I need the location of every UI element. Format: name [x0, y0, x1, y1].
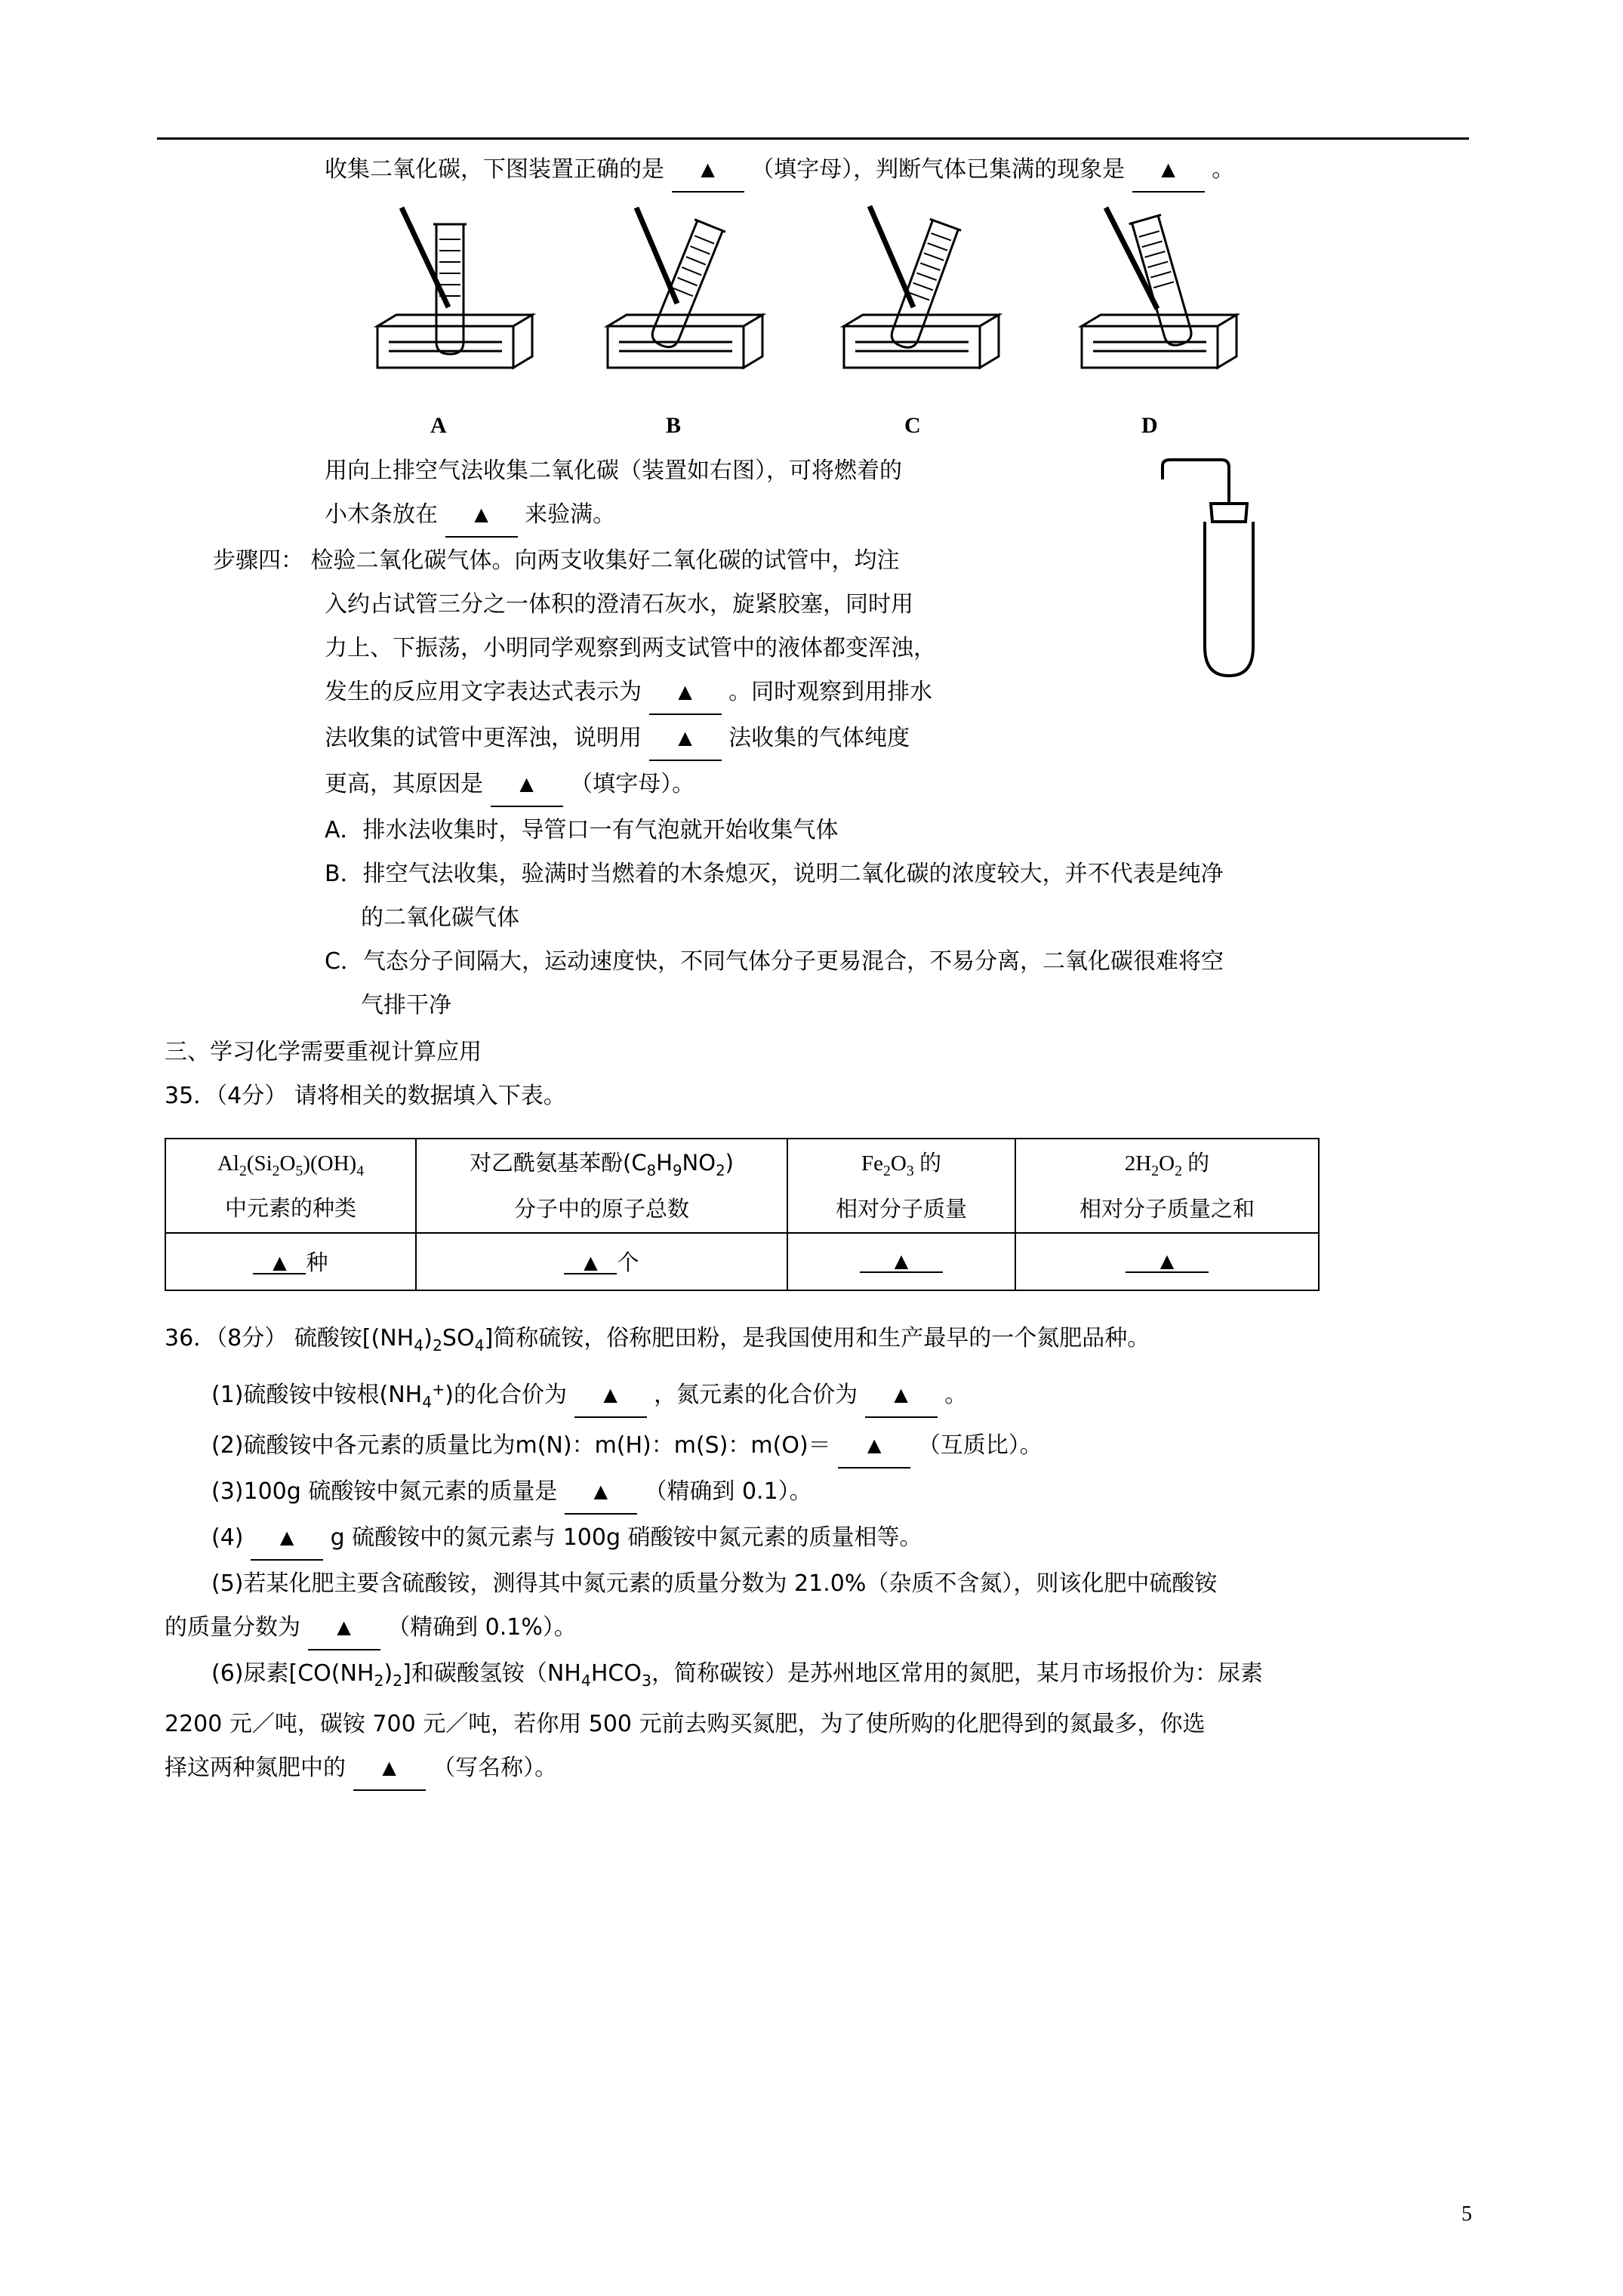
table-cell-answer-1[interactable]: ▲ 种 [165, 1233, 416, 1290]
table-cell-header-3-line2: 相对分子质量 [835, 1195, 967, 1222]
page-content [0, 148, 1623, 1792]
q35-text: 请将相关的数据填入下表。 [294, 1083, 566, 1109]
q34-blank-4[interactable]: ▲ [649, 670, 722, 715]
q34-blank-5[interactable]: ▲ [649, 716, 722, 761]
q34-step4-text-5b: 法收集的气体纯度 [728, 725, 910, 751]
q34-line3-text-a: 小木条放在 [325, 501, 438, 528]
q34-option-b: B．排空气法收集，验满时当燃着的木条熄灭，说明二氧化碳的浓度较大，并不代表是纯净 [325, 861, 1224, 887]
q36-item5-text-c: （精确到 0.1%）。 [387, 1614, 577, 1641]
q34-line3-text-b: 来验满。 [525, 501, 616, 528]
q36-item1-text-c: 。 [944, 1382, 968, 1409]
q36-item-2 [211, 1424, 1623, 1470]
q34-step4-text-6b: （填字母）。 [570, 771, 695, 797]
q36-item3-text-a: (3)100g 硫酸铵中氮元素的质量是 [211, 1478, 558, 1505]
q34-step4-text-6a: 更高，其原因是 [325, 771, 483, 797]
apparatus-label-d: D [1141, 413, 1158, 438]
q34-line1-text-b: （填字母），判断气体已集满的现象是 [751, 156, 1126, 183]
q34-step4-text-5a: 法收集的试管中更浑浊，说明用 [325, 725, 642, 751]
q36-item2-text-a: (2)硫酸铵中各元素的质量比为m(N)：m(H)：m(S)：m(O)＝ [211, 1432, 831, 1459]
q36-stem-text: 硫酸铵$[(NH_4)_2SO_4]$简称硫铵，俗称肥田粉，是我国使用和生产最早的一个氮肥品种。 [294, 1324, 1150, 1355]
q34-line3 [325, 493, 1623, 539]
test-tube-icon [1132, 449, 1329, 698]
apparatus-b-icon [593, 194, 781, 383]
q36-item5-text-b: 的质量分数为 [165, 1614, 300, 1641]
q36-item-6-cont1: 2200 元／吨，碳铵 700 元／吨，若你用 500 元前去购买氮肥，为了使所购的化肥得到的氮最多，你选 [165, 1711, 1206, 1738]
apparatus-c-icon [830, 194, 1019, 383]
q35-stem [165, 1074, 1623, 1118]
q35-number: 35．（4分） [165, 1083, 288, 1109]
apparatus-label-c: C [904, 413, 921, 438]
q34-step4-text-4b: 。同时观察到用排水 [728, 679, 933, 705]
q36-item-5: (5)若某化肥主要含硫酸铵，测得其中氮元素的质量分数为 21.0%（杂质不含氮），则该化肥中硫酸铵 [211, 1570, 1218, 1598]
q34-line2: 用向上排空气法收集二氧化碳（装置如右图），可将燃着的 [325, 458, 902, 484]
apparatus-figure-row [325, 194, 1306, 413]
q36-blank-3[interactable]: ▲ [565, 1469, 637, 1515]
q36-stem [165, 1317, 1623, 1367]
q36-blank-5[interactable]: ▲ [308, 1605, 380, 1650]
q36-item4-text-b: g 硫酸铵中的氮元素与 100g 硝酸铵中氮元素的质量相等。 [330, 1524, 922, 1552]
table-row-answers [165, 1233, 1319, 1290]
apparatus-label-b: B [666, 413, 682, 438]
q36-item6-text-a: (6)尿素$[CO(NH_2)_2]$和碳酸氢铵（$NH_4HCO_3$，简称碳铵）是苏州地区常用的氮肥，某月市场报价为：尿素 [211, 1660, 1263, 1690]
table-cell-header-1: $Al_2(Si_2O_5)(OH)_4$ 中元素的种类 [165, 1139, 416, 1233]
q34-option-c-cont: 气排干净 [361, 992, 451, 1019]
q36-number: 36．（8分） [165, 1324, 288, 1351]
q34-option-a: A．排水法收集时，导管口一有气泡就开始收集气体 [325, 817, 839, 843]
table-cell-header-1-line2: 中元素的种类 [224, 1195, 356, 1222]
q36-item-3 [211, 1470, 1623, 1516]
table-cell-answer-4[interactable]: ▲ [1015, 1233, 1319, 1290]
q34-step4-label: 步骤四： [213, 547, 303, 574]
q36-item-5-cont [165, 1606, 1623, 1652]
header-rule [157, 137, 1469, 140]
q36-item2-text-b: （互质比）。 [917, 1432, 1042, 1459]
section-3-title: 三、学习化学需要重视计算应用 [165, 1039, 482, 1065]
apparatus-a-figure [355, 194, 544, 383]
apparatus-d-figure [1068, 194, 1257, 383]
q34-step4-text-1: 检验二氧化碳气体。向两支收集好二氧化碳的试管中，均注 [310, 547, 900, 574]
q36-item6-text-d: （写名称）。 [433, 1755, 558, 1782]
q35-table [165, 1138, 1320, 1291]
q36-item-6 [211, 1652, 1623, 1703]
q34-step4-text-4a: 发生的反应用文字表达式表示为 [325, 679, 642, 705]
q34-step4-line4 [325, 670, 1623, 717]
apparatus-a-icon [355, 194, 544, 383]
q34-line1 [325, 148, 1623, 194]
q34-line1-text-a: 收集二氧化碳，下图装置正确的是 [325, 156, 664, 183]
apparatus-b-figure [593, 194, 781, 383]
q36-item-1 [211, 1367, 1623, 1424]
q34-line1-text-c: 。 [1212, 156, 1235, 183]
q34-step4-line2: 入约占试管三分之一体积的澄清石灰水，旋紧胶塞，同时用 [325, 591, 913, 618]
q36-item1-text-b: ，氮元素的化合价为 [654, 1382, 858, 1409]
table-row-headers [165, 1139, 1319, 1233]
q34-blank-3[interactable]: ▲ [445, 492, 518, 538]
q36-blank-1b[interactable]: ▲ [865, 1373, 938, 1418]
q36-blank-2[interactable]: ▲ [838, 1423, 910, 1469]
q36-item6-text-c: 择这两种氮肥中的 [165, 1755, 346, 1782]
q36-blank-1a[interactable]: ▲ [574, 1373, 647, 1418]
q36-item1-text-a: (1)硫酸铵中铵根$(NH_4^+)$的化合价为 [211, 1380, 567, 1412]
q34-option-b-cont: 的二氧化碳气体 [361, 905, 519, 931]
table-cell-answer-3[interactable]: ▲ [787, 1233, 1015, 1290]
table-cell-header-4: $2H_2O_2$ 的 相对分子质量之和 [1015, 1139, 1319, 1233]
q34-step4-line5 [325, 717, 1623, 763]
q34-option-c: C．气态分子间隔大，运动速度快，不同气体分子更易混合，不易分离，二氧化碳很难将空 [325, 948, 1224, 975]
test-tube-figure [1132, 449, 1329, 698]
q34-blank-1[interactable]: ▲ [672, 147, 744, 193]
q36-item4-text-a: (4) [211, 1524, 244, 1552]
table-cell-header-2-line2: 分子中的原子总数 [513, 1195, 689, 1222]
table-cell-answer-2[interactable]: ▲ 个 [416, 1233, 787, 1290]
table-cell-header-4-line2: 相对分子质量之和 [1079, 1195, 1255, 1222]
q34-step4-line1 [213, 539, 1623, 583]
apparatus-labels [325, 413, 1306, 449]
apparatus-c-figure [830, 194, 1019, 383]
q35-table-wrap [165, 1138, 1623, 1291]
q34-blank-6[interactable]: ▲ [491, 762, 563, 807]
q36-blank-6[interactable]: ▲ [353, 1746, 426, 1791]
q34-step4-line6 [325, 763, 1623, 809]
q34-step4-line3: 力上、下振荡，小明同学观察到两支试管中的液体都变浑浊， [325, 635, 936, 661]
apparatus-d-icon [1068, 194, 1257, 383]
q36-blank-4[interactable]: ▲ [251, 1515, 323, 1561]
q36-item3-text-b: （精确到 0.1）。 [644, 1478, 812, 1505]
q36-item-4 [211, 1516, 1623, 1562]
table-cell-header-2: 对乙酰氨基苯酚$(C_8H_9NO_2)$ 分子中的原子总数 [416, 1139, 787, 1233]
q36-item-6-cont2 [165, 1746, 1623, 1792]
apparatus-label-a: A [430, 413, 447, 438]
q34-blank-2[interactable]: ▲ [1132, 147, 1205, 193]
table-cell-header-3: $Fe_2O_3$ 的 相对分子质量 [787, 1139, 1015, 1233]
page-number: 5 [1461, 2202, 1472, 2226]
